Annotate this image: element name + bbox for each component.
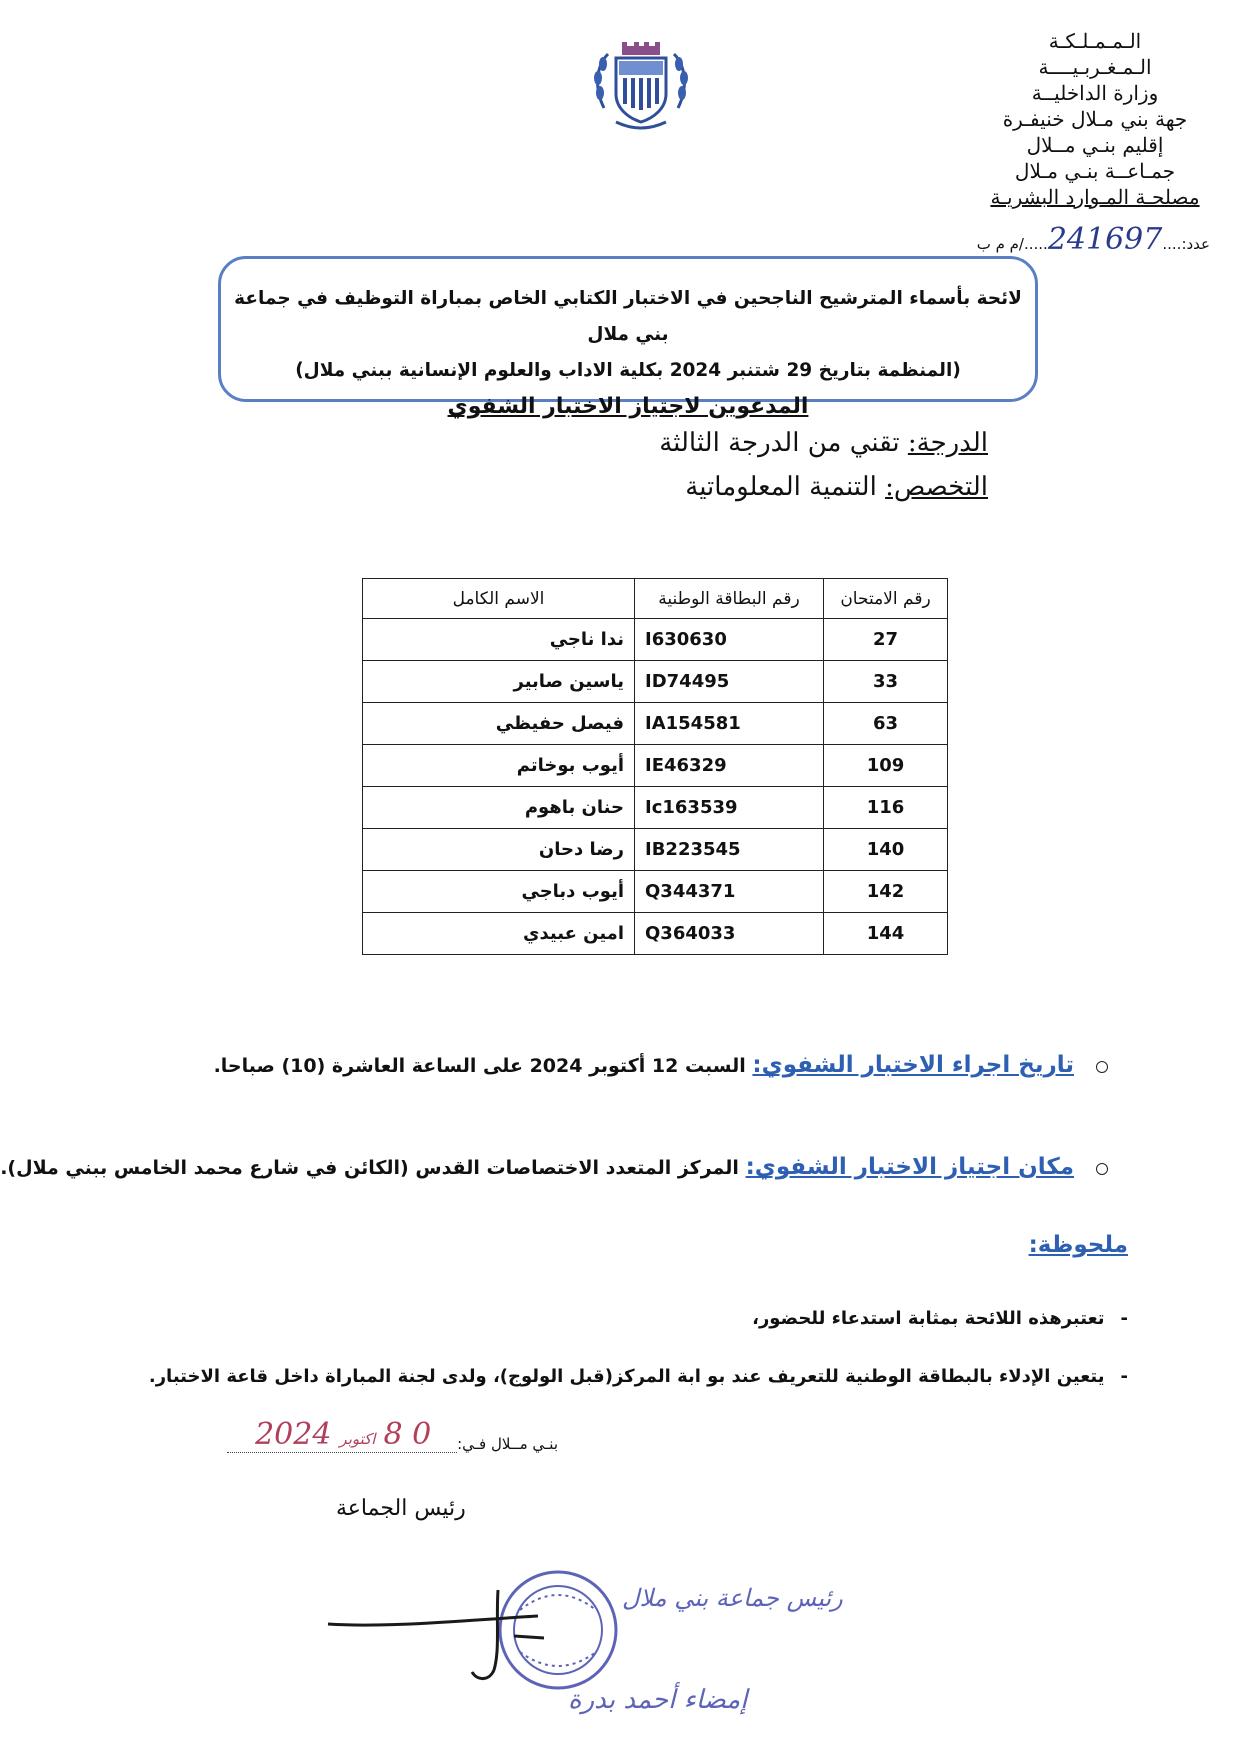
place-date-line (198, 1417, 558, 1453)
place-label: بنـي مــلال فـي: (457, 1435, 558, 1453)
note-text: يتعين الإدلاء بالبطاقة الوطنية للتعريف عند بو ابة المركز(قبل الولوج)، ولدى لجنة المباراة داخل قاعة الاختبار. (148, 1366, 1105, 1387)
reference-number-line: عدد:....241697...../م م ب (976, 222, 1210, 257)
exam-number-cell: 109 (824, 745, 948, 787)
full-name-cell: ندا ناجي (363, 619, 635, 661)
header-line: الـمـغـربـيــــة (1038, 55, 1152, 79)
full-name-cell: امين عبيدي (363, 913, 635, 955)
full-name-cell: رضا دحان (363, 829, 635, 871)
exam-date-label: تاريخ اجراء الاختبار الشفوي: (752, 1052, 1074, 1078)
full-name-cell: أيوب بوخاتم (363, 745, 635, 787)
header-line: وزارة الداخليــة (1031, 81, 1159, 105)
table-row (363, 913, 948, 955)
column-header-id: رقم البطاقة الوطنية (635, 579, 824, 619)
signature-line-1: رئيس جماعة بني ملال (622, 1584, 843, 1612)
national-id-cell: IA154581 (635, 703, 824, 745)
exam-number-cell: 33 (824, 661, 948, 703)
column-header-name: الاسم الكامل (363, 579, 635, 619)
national-id-cell: IE46329 (635, 745, 824, 787)
note-text: تعتبرهذه اللائحة بمثابة استدعاء للحضور، (752, 1308, 1105, 1329)
table-row (363, 829, 948, 871)
table-header-row (363, 579, 948, 619)
title-line-1: لائحة بأسماء المترشيح الناجحين في الاختبار الكتابي الخاص بمباراة التوظيف في جماعة بني ملال (234, 288, 1022, 345)
handwritten-date: 0 8اكتوبر2024 (255, 1417, 432, 1452)
exam-number-cell: 63 (824, 703, 948, 745)
bullet-circle-icon (1096, 1163, 1108, 1175)
grade-label: الدرجة: (907, 428, 988, 458)
header-line: الـمـمـلـكـة (1048, 29, 1142, 53)
table-row (363, 703, 948, 745)
president-title: رئيس الجماعة (336, 1496, 466, 1521)
signature-line-2: إمضاء أحمد بدرة (568, 1685, 748, 1715)
national-id-cell: ID74495 (635, 661, 824, 703)
title-line-2: (المنظمة بتاريخ 29 شتنبر 2024 بكلية الاداب والعلوم الإنسانية ببني ملال) (295, 360, 961, 381)
table-row (363, 661, 948, 703)
specialty-line (685, 472, 988, 502)
title-line-3: المدعوين لاجتياز الاختبار الشفوي (447, 394, 809, 419)
header-line: إقليم بنـي مــلال (1026, 133, 1164, 157)
table-row (363, 871, 948, 913)
grade-line (659, 428, 988, 458)
grade-value: تقني من الدرجة الثالثة (659, 428, 900, 458)
exam-place-line (0, 1154, 1108, 1180)
administrative-header (980, 28, 1210, 210)
header-line: جمـاعــة بنـي مـلال (1014, 159, 1176, 183)
specialty-value: التنمية المعلوماتية (685, 472, 877, 502)
bullet-circle-icon (1096, 1061, 1108, 1073)
exam-date-line (214, 1052, 1108, 1078)
exam-number-cell: 140 (824, 829, 948, 871)
national-id-cell: Ic163539 (635, 787, 824, 829)
candidates-table (362, 578, 948, 955)
national-id-cell: IB223545 (635, 829, 824, 871)
exam-number-cell: 27 (824, 619, 948, 661)
header-line: جهة بني مـلال خنيفـرة (1002, 107, 1188, 131)
exam-number-cell: 116 (824, 787, 948, 829)
full-name-cell: أيوب دباجي (363, 871, 635, 913)
column-header-exam: رقم الامتحان (824, 579, 948, 619)
full-name-cell: حنان باهوم (363, 787, 635, 829)
table-row (363, 745, 948, 787)
full-name-cell: ياسين صابير (363, 661, 635, 703)
header-line: مصلحـة المـوارد البشريـة (990, 185, 1200, 209)
national-id-cell: Q364033 (635, 913, 824, 955)
note-item: -يتعين الإدلاء بالبطاقة الوطنية للتعريف عند بو ابة المركز(قبل الولوج)، ولدى لجنة المباراة داخل قاعة الاختبار. (148, 1366, 1128, 1387)
exam-place-value: المركز المتعدد الاختصاصات القدس (الكائن في شارع محمد الخامس ببني ملال). (0, 1157, 739, 1179)
municipal-emblem-icon (586, 38, 696, 138)
reference-suffix: /م م ب (976, 235, 1024, 253)
table-row (363, 787, 948, 829)
signature-stamp-icon (268, 1540, 843, 1720)
title-box (218, 256, 1038, 419)
full-name-cell: فيصل حفيظي (363, 703, 635, 745)
specialty-label: التخصص: (885, 472, 988, 502)
table-row (363, 619, 948, 661)
exam-date-value: السبت 12 أكتوبر 2024 على الساعة العاشرة (10) صباحا. (213, 1055, 746, 1077)
national-id-cell: I630630 (635, 619, 824, 661)
reference-number: 241697 (1047, 222, 1163, 257)
national-id-cell: Q344371 (635, 871, 824, 913)
reference-label: عدد: (1181, 235, 1210, 253)
exam-number-cell: 142 (824, 871, 948, 913)
exam-number-cell: 144 (824, 913, 948, 955)
exam-place-label: مكان اجتياز الاختبار الشفوي: (745, 1154, 1074, 1180)
notes-title: ملحوظة: (1028, 1232, 1128, 1258)
note-item: -تعتبرهذه اللائحة بمثابة استدعاء للحضور، (752, 1308, 1128, 1329)
